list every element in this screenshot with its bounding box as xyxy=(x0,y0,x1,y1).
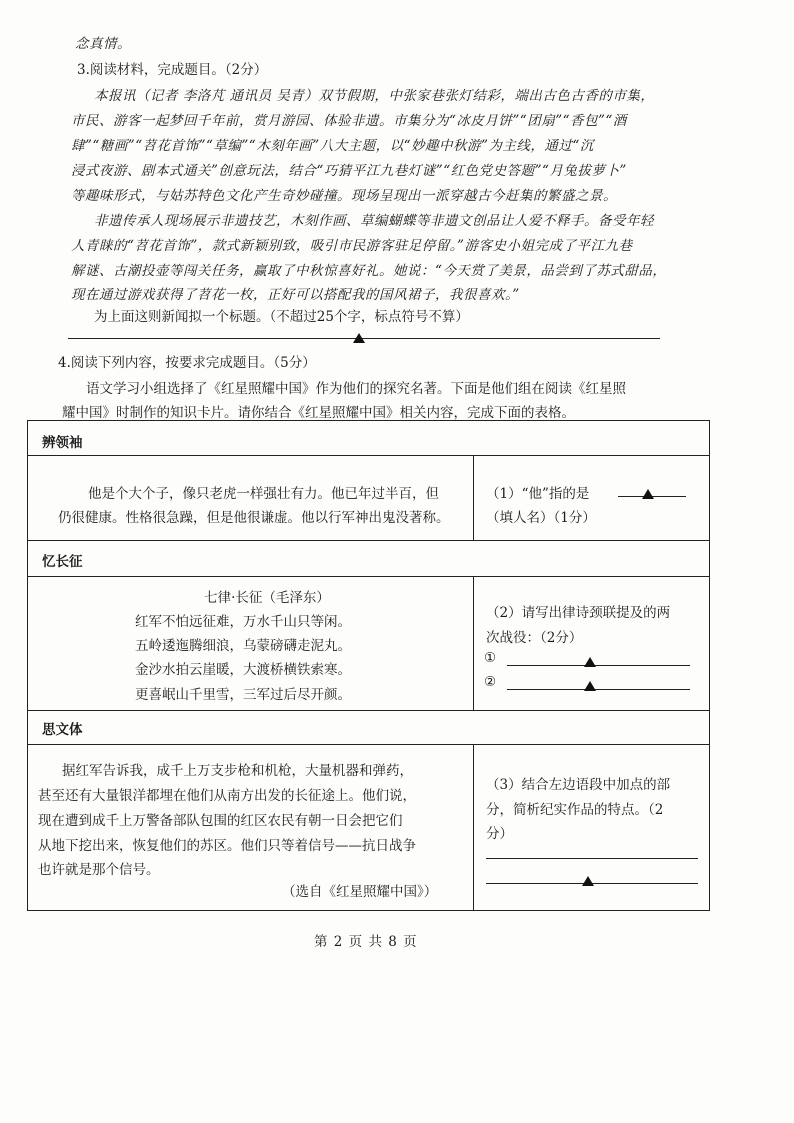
poem-line: 更喜岷山千里雪，三军过后尽开颜。 xyxy=(135,687,351,703)
section-header: 辨领袖 xyxy=(42,435,83,451)
q3-p1-line: 浸式夜游、剧本式通关”创意玩法，结合“巧猜平江九巷灯谜”“红色党史答题”“月兔拔萝卜” xyxy=(71,163,627,179)
q1-prompt: （1）“他”指的是 xyxy=(486,486,590,502)
answer-marker-icon xyxy=(584,652,596,671)
divider xyxy=(473,455,474,540)
q3-prompt: 分） xyxy=(486,826,513,842)
section1-text: 仍很健康。性格很急躁，但是他很谦虚。他以行军神出鬼没著称。 xyxy=(58,510,450,526)
q3-p1-line: 等趣味形式，与姑苏特色文化产生奇妙碰撞。现场呈现出一派穿越古今赶集的繁盛之景。 xyxy=(71,188,617,204)
divider xyxy=(473,576,474,710)
q3-p1-line: 肆”“糖画”“苕花首饰”“草编”“木刻年画”八大主题，以“妙趣中秋游”为主线，通过“沉 xyxy=(71,138,594,154)
q4-title: 4.阅读下列内容，按要求完成题目。（5分） xyxy=(58,355,316,371)
divider xyxy=(27,540,710,541)
q3-prompt: （3）结合左边语段中加点的部 xyxy=(486,777,671,793)
q4-intro-line: 语文学习小组选择了《红星照耀中国》作为他们的探究名著。下面是他们组在阅读《红星照 xyxy=(86,381,626,397)
q3-p2-line: 人青睐的“苕花首饰”，款式新颖别致，吸引市民游客驻足停留。”游客史小姐完成了平江九巷 xyxy=(71,238,633,254)
poem-title: 七律·长征（毛泽东） xyxy=(204,590,330,606)
section3-text: 也许就是那个信号。 xyxy=(38,862,160,878)
top-line: 念真情。 xyxy=(75,36,131,52)
q4-intro-line: 耀中国》时制作的知识卡片。请你结合《红星照耀中国》相关内容，完成下面的表格。 xyxy=(62,405,575,421)
section3-text: 从地下挖出来，恢复他们的苏区。他们只等着信号——抗日战争 xyxy=(38,838,416,854)
answer-marker-icon xyxy=(582,871,594,890)
page-footer: 第 2 页 共 8 页 xyxy=(314,934,418,950)
section1-text: 他是个大个子，像只老虎一样强壮有力。他已年过半百，但 xyxy=(88,486,439,502)
q3-instruction: 为上面这则新闻拟一个标题。（不超过25个字，标点符号不算） xyxy=(94,309,469,325)
divider xyxy=(27,576,710,577)
poem-line: 五岭逶迤腾细浪，乌蒙磅礴走泥丸。 xyxy=(135,638,351,654)
divider xyxy=(27,744,710,745)
divider xyxy=(27,710,710,711)
q3-answer-blank-1[interactable] xyxy=(486,858,698,859)
q1-note: （填人名）（1分） xyxy=(486,510,596,526)
q3-p2-line: 解谜、古潮投壶等闯关任务，赢取了中秋惊喜好礼。她说：“今天赏了美景，品尝到了苏式甜品， xyxy=(71,263,667,279)
section-header: 忆长征 xyxy=(42,554,83,570)
q2-blank1-label: ① xyxy=(484,650,497,666)
poem-line: 红军不怕远征难，万水千山只等闲。 xyxy=(135,614,351,630)
answer-marker-icon xyxy=(642,484,654,503)
q2-prompt: 次战役：（2分） xyxy=(486,630,583,646)
q3-p1-line: 市民、游客一起梦回千年前，赏月游园、体验非遗。市集分为“冰皮月饼”“团扇”“香包”“酒 xyxy=(71,113,627,129)
section-header: 思文体 xyxy=(42,722,83,738)
q3-p2-line: 现在通过游戏获得了苕花一枚，正好可以搭配我的国风裙子，我很喜欢。” xyxy=(71,287,520,303)
section3-text: 据红军告诉我，成千上万支步枪和机枪，大量机器和弹药， xyxy=(62,763,413,779)
divider xyxy=(473,744,474,911)
section3-text: 现在遭到成千上万警备部队包围的红区农民有朝一日会把它们 xyxy=(38,813,403,829)
answer-marker-icon xyxy=(584,676,596,695)
q2-answer-blank-1[interactable] xyxy=(507,665,690,666)
q2-prompt: （2）请写出律诗颈联提及的两 xyxy=(486,605,671,621)
source-note: （选自《红星照耀中国》） xyxy=(282,884,438,900)
poem-line: 金沙水拍云崖暖，大渡桥横铁索寒。 xyxy=(135,662,351,678)
q3-p2-line: 非遗传承人现场展示非遗技艺，木刻作画、草编蝴蝶等非遗文创品让人爱不释手。备受年轻 xyxy=(94,213,654,229)
answer-marker-icon xyxy=(353,328,365,347)
section3-text: 甚至还有大量银洋都埋在他们从南方出发的长征途上。他们说， xyxy=(38,788,416,804)
q3-title: 3.阅读材料，完成题目。（2分） xyxy=(77,62,268,78)
q3-p1-line: 本报讯（记者 李洛芃 通讯员 吴青）双节假期，中张家巷张灯结彩，端出古色古香的市集， xyxy=(94,88,655,104)
q2-blank2-label: ② xyxy=(484,674,497,690)
q2-answer-blank-2[interactable] xyxy=(507,689,690,690)
q3-prompt: 分，简析纪实作品的特点。（2 xyxy=(486,802,664,818)
divider xyxy=(27,455,710,456)
